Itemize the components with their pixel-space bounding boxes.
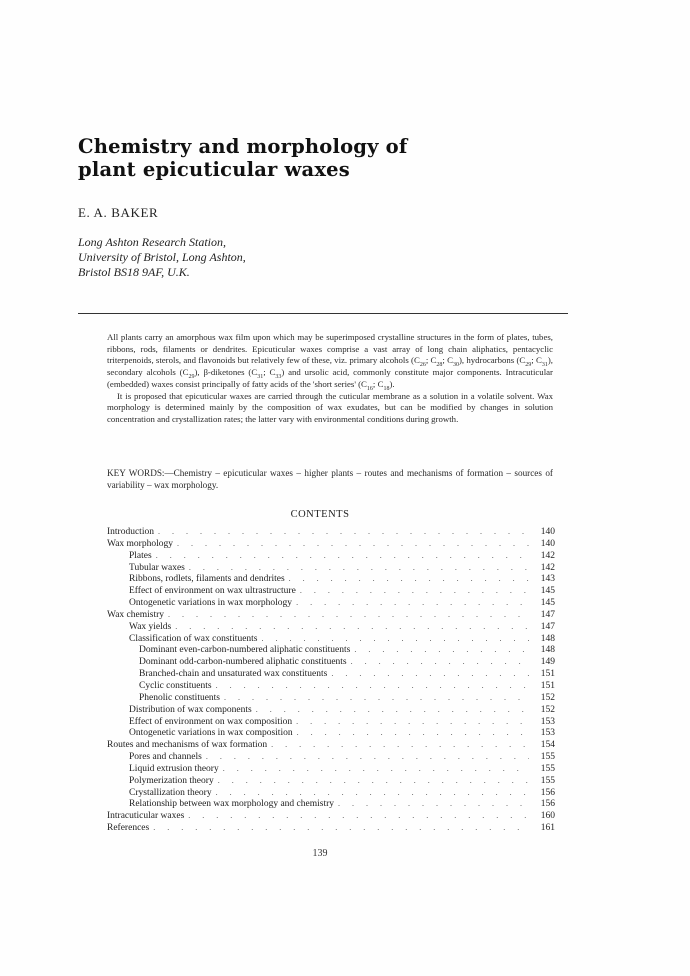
contents-heading: CONTENTS: [290, 509, 350, 520]
toc-entry: Routes and mechanisms of wax formation . . . 154: [107, 739, 555, 751]
toc-entry: Dominant odd-carbon-numbered aliphatic constituents . . . 149: [107, 656, 555, 668]
toc-entry: Ontogenetic variations in wax morphology . . . 145: [107, 597, 555, 609]
toc-entry: Effect of environment on wax composition . . . 153: [107, 716, 555, 728]
author: E. A. BAKER: [78, 205, 159, 220]
abstract-paragraph-1: All plants carry an amorphous wax film upon which may be superimposed crystalline structures in the form of plates, tubes, ribbons, rods, filaments or dendrites. Epicuticular waxes comprise a vast array of long chain aliphatics, pentacyclic triterpenoids, sterols, and flavonoids but relatively few of these, viz. primary alcohols ($C_{26}$; $C_{28}$; $C_{30}$), hydrocarbons ($C_{29}$; $C_{31}$), secondary alcohols $(C_{29})$, β-diketones ($C_{31}$; $C_{33}$) and ursolic acid, commonly constitute major components. Intracuticular (embedded) waxes consist principally of fatty acids of the 'short series' ($C_{16}$; $C_{18}$).: [107, 332, 553, 392]
abstract: [107, 332, 553, 426]
toc-entry: Dominant even-carbon-numbered aliphatic constituents . . . 148: [107, 644, 555, 656]
toc-entry: Introduction . . . 140: [107, 526, 555, 538]
toc-entry: Branched-chain and unsaturated wax constituents . . . 151: [107, 668, 555, 680]
toc-entry: Tubular waxes . . . 142: [107, 562, 555, 574]
article-title: [78, 135, 538, 181]
toc-entry: Pores and channels . . . 155: [107, 751, 555, 763]
toc-entry: Wax chemistry . . . 147: [107, 609, 555, 621]
table-of-contents: [107, 526, 555, 834]
title-line-1: Chemistry and morphology of: [78, 135, 408, 158]
toc-entry: Phenolic constituents . . . 152: [107, 692, 555, 704]
toc-entry: Classification of wax constituents . . . 148: [107, 633, 555, 645]
toc-entry: Distribution of wax components . . . 152: [107, 704, 555, 716]
page-number: 139: [312, 848, 328, 859]
toc-entry: Wax yields . . . 147: [107, 621, 555, 633]
toc-entry: Intracuticular waxes . . . 160: [107, 810, 555, 822]
toc-entry: Ribbons, rodlets, filaments and dendrites . . . 143: [107, 573, 555, 585]
toc-entry: Effect of environment on wax ultrastructure . . . 145: [107, 585, 555, 597]
affiliation-line-2: University of Bristol, Long Ashton,: [78, 250, 246, 264]
toc-entry: Ontogenetic variations in wax composition . . . 153: [107, 727, 555, 739]
affiliation-line-3: Bristol BS18 9AF, U.K.: [78, 265, 190, 279]
affiliation-line-1: Long Ashton Research Station,: [78, 235, 226, 249]
toc-entry: Wax morphology . . . 140: [107, 538, 555, 550]
toc-entry: Cyclic constituents . . . 151: [107, 680, 555, 692]
key-words: KEY WORDS:—Chemistry – epicuticular waxes – higher plants – routes and mechanisms of formation – sources of variability – wax morphology.: [107, 468, 553, 490]
toc-entry: Liquid extrusion theory . . . 155: [107, 763, 555, 775]
toc-entry: Crystallization theory . . . 156: [107, 787, 555, 799]
header-rule: [78, 313, 568, 314]
toc-entry: References . . . 161: [107, 822, 555, 834]
toc-entry: Plates . . . 142: [107, 550, 555, 562]
toc-entry: Polymerization theory . . . 155: [107, 775, 555, 787]
toc-entry: Relationship between wax morphology and chemistry . . . 156: [107, 798, 555, 810]
abstract-paragraph-2: It is proposed that epicuticular waxes are carried through the cuticular membrane as a solution in a volatile solvent. Wax morphology is determined mainly by the composition of wax exudates, but can be modified by changes in solution concentration and crystallization rates; the latter vary with environmental conditions during growth.: [107, 390, 553, 424]
title-line-2: plant epicuticular waxes: [78, 158, 350, 181]
affiliation: [78, 235, 246, 280]
